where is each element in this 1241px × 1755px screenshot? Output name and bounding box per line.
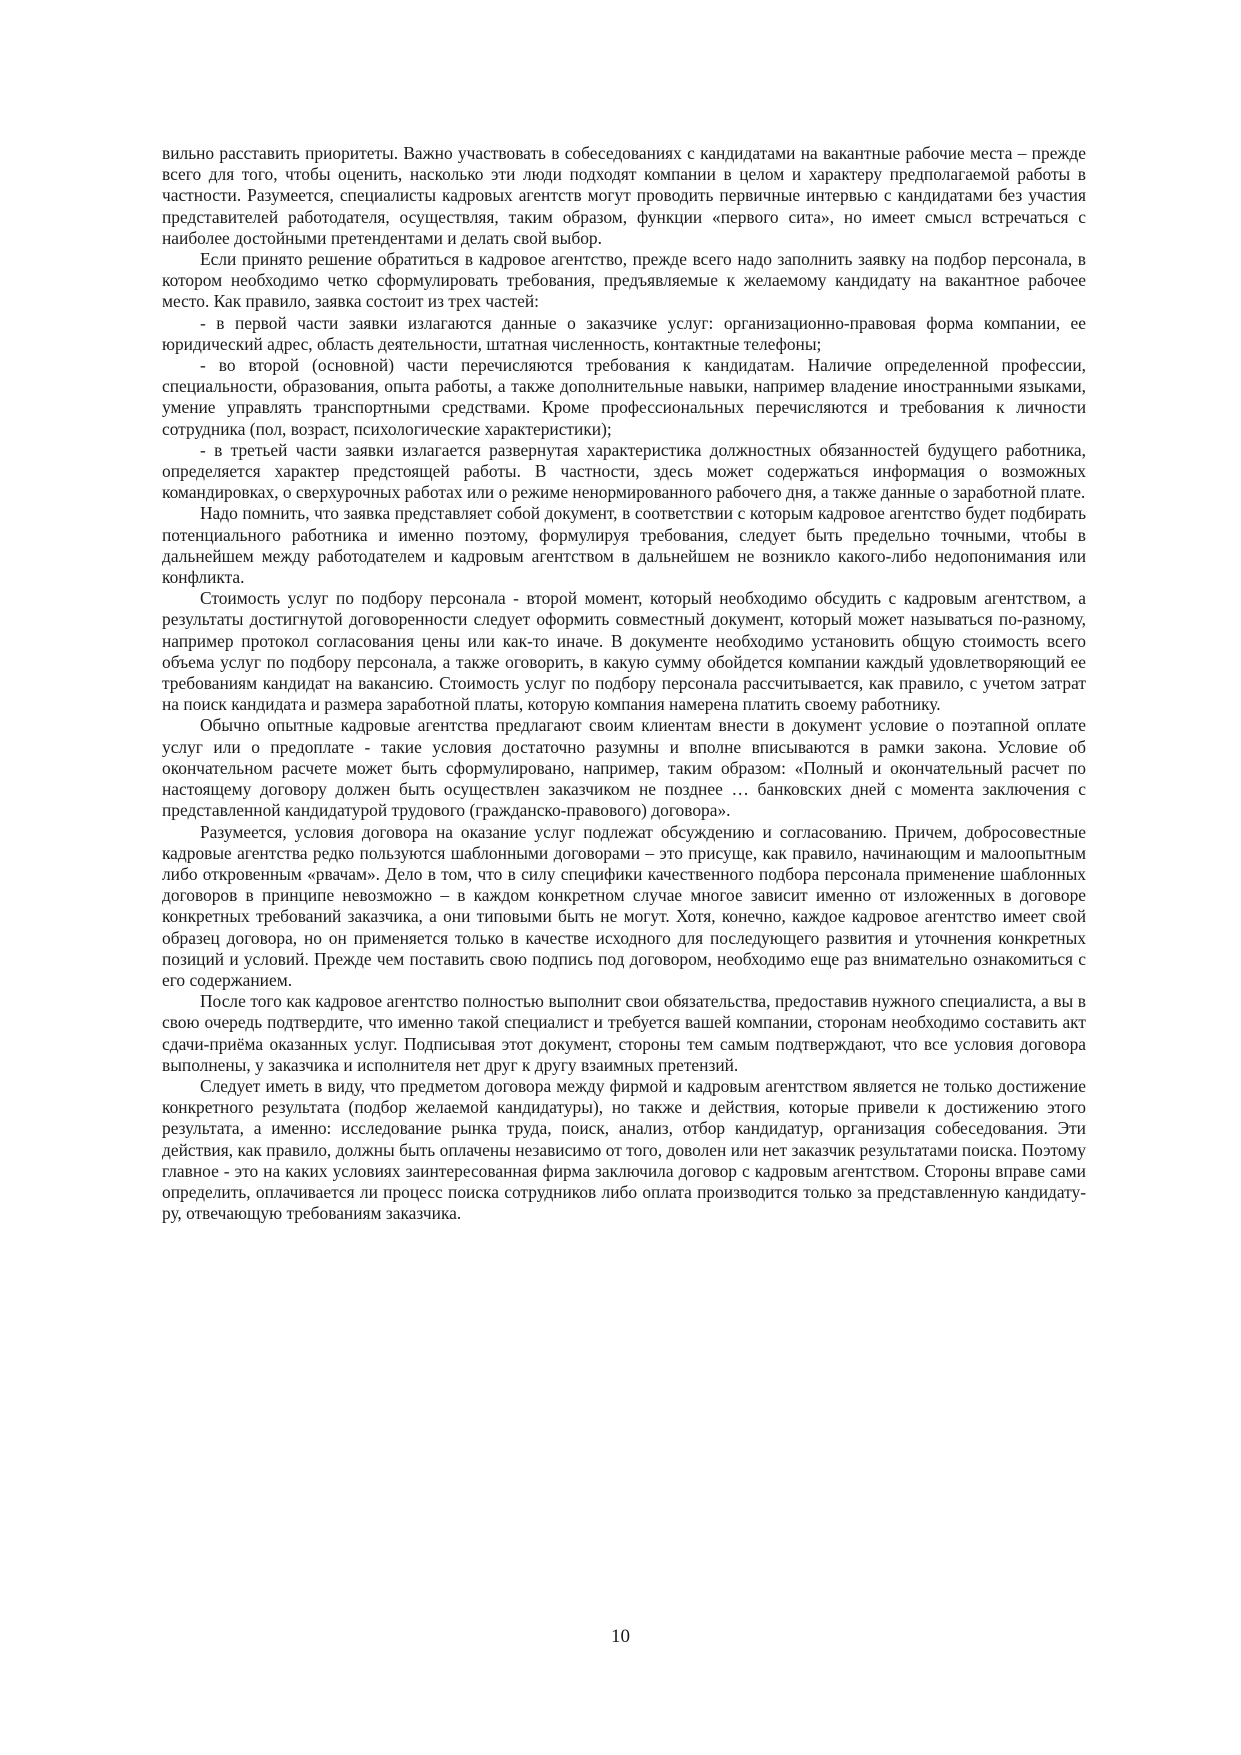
body-text xyxy=(162,143,1086,1224)
paragraph-3: - в первой части заявки излагаются данные о заказчике услуг: организационно-правовая форма компании, ее юридический адрес, область деятельности, штатная численность, контактные телефоны; xyxy=(162,312,1086,354)
paragraph-6: Надо помнить, что заявка представляет собой документ, в соответствии с которым кадровое агентство будет подбирать потенциального работника и именно поэтому, формулируя требования, следует быть предельно точными, чтобы в дальнейшем между работодателем и кадровым агентством в дальнейшем не возникло какого-либо недопонимания или конфликта. xyxy=(162,503,1086,588)
paragraph-1: вильно расставить приоритеты. Важно участвовать в собеседованиях с кандидатами на вакантные рабочие места – прежде всего для того, чтобы оценить, насколько эти люди подходят компании в целом и характеру предполагаемой работы в частности. Разумеется, специалисты кадровых агентств могут проводить первичные интервью с кандидатами без участия представителей работодателя, осуществляя, таким образом, функции «первого сита», но имеет смысл встречаться с наиболее достойными претендентами и делать свой выбор. xyxy=(162,143,1086,248)
paragraph-8: Обычно опытные кадровые агентства предлагают своим клиентам внести в документ условие о поэтапной оплате услуг или о предоплате - такие условия достаточно разумны и вполне вписываются в рамки закона. Условие об окончательном расчете может быть сформулировано, например, таким образом: «Полный и окончательный расчет по настоящему договору должен быть осуществлен заказчиком не позднее … банковских дней с момента заключения с представленной кандидатурой трудового (гражданско-правового) договора». xyxy=(162,715,1086,821)
paragraph-10: После того как кадровое агентство полностью выполнит свои обязательства, предоставив нужного специалиста, а вы в свою очередь подтвердите, что именно такой специалист и требуется вашей компании, сторонам необходимо составить акт сдачи-приёма оказанных услуг. Подписывая этот документ, стороны тем самым подтверждают, что все условия договора выполнены, у заказчика и исполнителя нет друг к другу взаимных претензий. xyxy=(162,991,1086,1075)
page-number: 10 xyxy=(611,1626,630,1647)
paragraph-2: Если принято решение обратиться в кадровое агентство, прежде всего надо заполнить заявку на подбор персонала, в котором необходимо четко сформулировать требования, предъявляемые к желаемому кандидату на вакантное рабочее место. Как правило, заявка состоит из трех частей: xyxy=(162,249,1086,312)
paragraph-7: Стоимость услуг по подбору персонала - второй момент, который необходимо обсудить с кадровым агентством, а результаты достигнутой договоренности следует оформить совместный документ, который может называться по-разному, например протокол согласования цены или как-то иначе. В документе необходимо установить общую стоимость всего объема услуг по подбору персонала, а также оговорить, в какую сумму обойдется компании каждый удовлетворяющий ее требованиям кандидат на вакансию. Стоимость услуг по подбору персонала рассчитывается, как правило, с учетом затрат на поиск кандидата и размера заработной платы, которую компания намерена платить своему работнику. xyxy=(162,588,1086,715)
paragraph-11: Следует иметь в виду, что предметом договора между фирмой и кадровым агентством является не только достижение конкретного результата (подбор желаемой кандидатуры), но также и действия, которые привели к достижению этого результата, а именно: исследование рынка труда, поиск, анализ, отбор кандидатур, организация собеседования. Эти действия, как правило, должны быть оплачены независимо от того, доволен или нет заказчик результатами поиска. Поэтому главное - это на каких условиях заинтересованная фирма заключила договор с кадровым агентством. Стороны вправе сами определить, оплачивается ли процесс поиска сотрудников либо оплата производится только за представленную кандидатуру, отвечающую требованиям заказчика. xyxy=(162,1075,1086,1224)
paragraph-5: - в третьей части заявки излагается развернутая характеристика должностных обязанностей будущего работника, определяется характер предстоящей работы. В частности, здесь может содержаться информация о возможных командировках, о сверхурочных работах или о режиме ненормированного рабочего дня, а также данные о заработной плате. xyxy=(162,439,1086,503)
paragraph-4: - во второй (основной) части перечисляются требования к кандидатам. Наличие определенной профессии, специальности, образования, опыта работы, а также дополнительные навыки, например владение иностранными языками, умение управлять транспортными средствами. Кроме профессиональных перечисляются и требования к личности сотрудника (пол, возраст, психологические характеристики); xyxy=(162,355,1086,439)
paragraph-9: Разумеется, условия договора на оказание услуг подлежат обсуждению и согласованию. Причем, добросовестные кадровые агентства редко пользуются шаблонными договорами – это присуще, как правило, начинающим и малоопытным либо откровенным «рвачам». Дело в том, что в силу специфики качественного подбора персонала применение шаблонных договоров в принципе невозможно – в каждом конкретном случае многое зависит именно от изложенных в договоре конкретных требований заказчика, а они типовыми быть не могут. Хотя, конечно, каждое кадровое агентство имеет свой образец договора, но он применяется только в качестве исходного для последующего развития и уточнения конкретных позиций и условий. Прежде чем поставить свою подпись под договором, необходимо еще раз внимательно ознакомиться с его содержанием. xyxy=(162,821,1086,990)
